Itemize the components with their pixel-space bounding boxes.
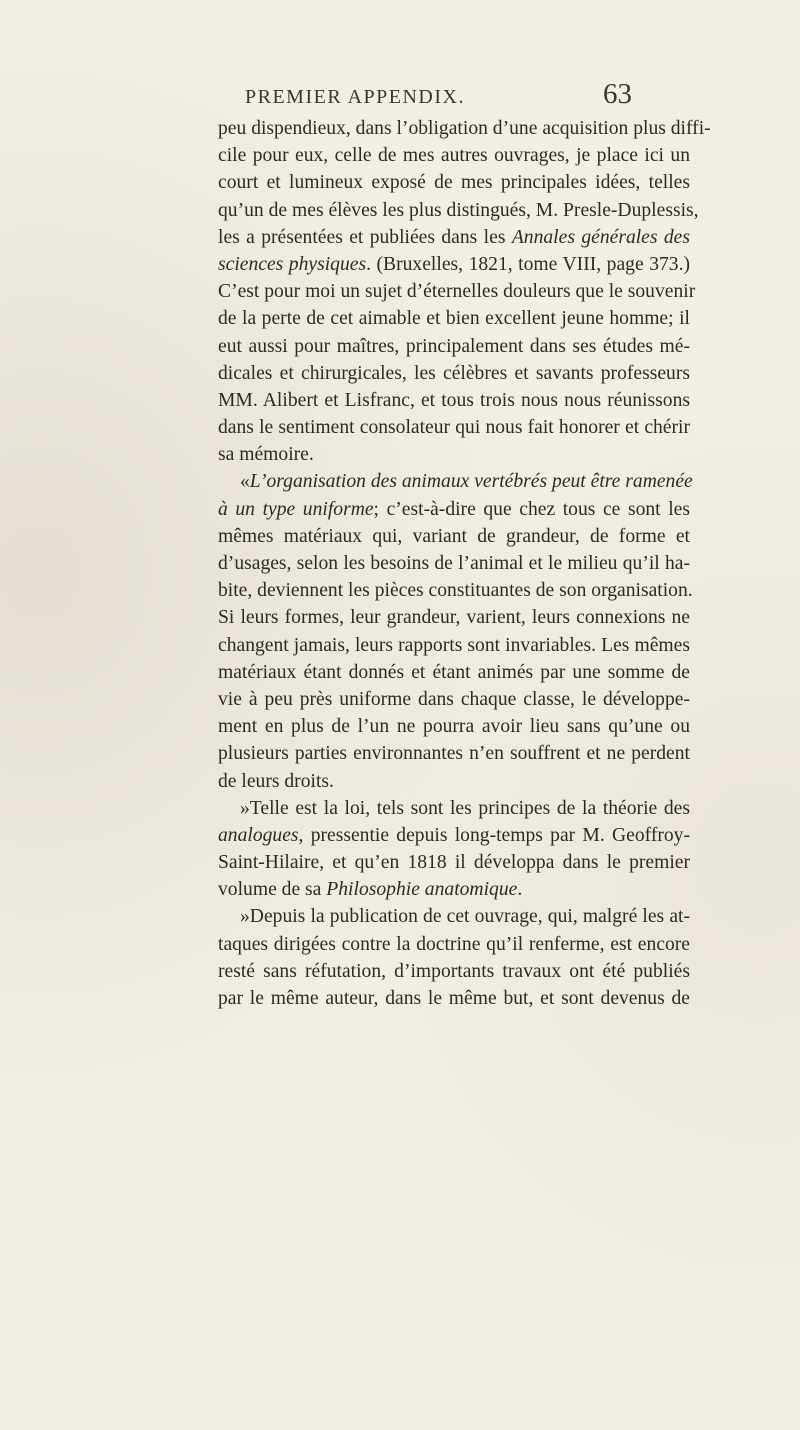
- running-head: [0, 78, 800, 112]
- text-segment: changent jamais, leurs rapports sont invariables. Les mêmes: [218, 634, 690, 656]
- text-segment: plusieurs parties environnantes n’en souffrent et ne perdent: [218, 743, 690, 765]
- text-line: [218, 523, 690, 550]
- text-segment: resté sans réfutation, d’importants travaux ont été publiés: [218, 960, 690, 982]
- running-head-title: PREMIER APPENDIX.: [245, 86, 465, 108]
- text-segment: bite, deviennent les pièces constituantes de son organisation.: [218, 580, 693, 602]
- text-line: [218, 142, 690, 169]
- text-segment: MM. Alibert et Lisfranc, et tous trois nous nous réunissons: [218, 389, 690, 411]
- text-segment: qu’un de mes élèves les plus distingués, M. Presle-Duplessis,: [218, 199, 699, 221]
- text-line: [218, 333, 690, 360]
- text-segment: vie à peu près uniforme dans chaque classe, le développe-: [218, 688, 690, 710]
- text-segment: mêmes matériaux qui, variant de grandeur, de forme et: [218, 525, 690, 547]
- page-number: 63: [603, 78, 632, 110]
- text-segment: de leurs droits.: [218, 770, 334, 792]
- text-segment: court et lumineux exposé de mes principales idées, telles: [218, 172, 690, 194]
- italic-text: Philosophie anatomique: [326, 879, 518, 901]
- text-line: [218, 468, 693, 495]
- text-line: [218, 278, 696, 305]
- text-line: [218, 305, 690, 332]
- text-segment: les a présentées et publiées dans les: [218, 226, 512, 248]
- text-segment: taques dirigées contre la doctrine qu’il renferme, est encore: [218, 933, 690, 955]
- text-line: [218, 387, 690, 414]
- text-line: [218, 795, 690, 822]
- italic-text: à un type uniforme: [218, 498, 374, 520]
- body-text: [218, 115, 711, 1012]
- text-segment: dans le sentiment consolateur qui nous fait honorer et chérir: [218, 417, 690, 439]
- italic-text: sciences physiques: [218, 253, 367, 275]
- text-segment: .: [517, 879, 523, 901]
- text-segment: »Depuis la publication de cet ouvrage, qui, malgré les at-: [240, 906, 690, 928]
- text-segment: «: [240, 471, 250, 493]
- text-line: [218, 768, 690, 795]
- text-line: [218, 550, 690, 577]
- text-line: [218, 876, 690, 903]
- text-segment: . (Bruxelles, 1821, tome VIII, page 373.): [366, 253, 691, 275]
- text-segment: sa mémoire.: [218, 444, 314, 466]
- text-segment: cile pour eux, celle de mes autres ouvrages, je place ici un: [218, 145, 690, 167]
- text-line: [218, 577, 693, 604]
- text-line: [218, 849, 690, 876]
- italic-text: analogues: [218, 824, 299, 846]
- text-segment: volume de sa: [218, 879, 327, 901]
- text-line: [218, 115, 711, 142]
- italic-text: Annales générales des: [511, 226, 691, 248]
- italic-text: L’organisation des animaux vertébrés peut être ramenée: [249, 471, 693, 493]
- text-line: [218, 224, 690, 251]
- text-line: [218, 686, 690, 713]
- text-line: [218, 740, 690, 767]
- text-line: [218, 496, 690, 523]
- text-line: [218, 251, 690, 278]
- text-line: [218, 985, 690, 1012]
- text-line: [218, 414, 690, 441]
- text-line: [218, 604, 690, 631]
- text-segment: par le même auteur, dans le même but, et sont devenus de: [218, 988, 690, 1009]
- text-line: [218, 713, 690, 740]
- text-line: [218, 197, 699, 224]
- text-segment: matériaux étant donnés et étant animés par une somme de: [218, 661, 690, 683]
- text-line: [218, 360, 690, 387]
- text-segment: de la perte de cet aimable et bien excellent jeune homme; il: [218, 308, 690, 330]
- text-line: [218, 958, 690, 985]
- text-segment: Si leurs formes, leur grandeur, varient, leurs connexions ne: [218, 607, 690, 629]
- text-segment: peu dispendieux, dans l’obligation d’une acquisition plus diffi-: [218, 118, 711, 139]
- text-line: [218, 903, 690, 930]
- text-line: [218, 659, 690, 686]
- text-line: [218, 169, 690, 196]
- text-segment: C’est pour moi un sujet d’éternelles douleurs que le souvenir: [218, 281, 696, 303]
- text-segment: eut aussi pour maîtres, principalement dans ses études mé-: [218, 335, 690, 357]
- text-segment: d’usages, selon les besoins de l’animal et le milieu qu’il ha-: [218, 553, 690, 574]
- text-line: [218, 822, 690, 849]
- text-segment: dicales et chirurgicales, les célèbres et savants professeurs: [218, 362, 690, 384]
- text-segment: Saint-Hilaire, et qu’en 1818 il développa dans le premier: [218, 852, 690, 874]
- text-line: [218, 931, 690, 958]
- text-line: [218, 441, 690, 468]
- text-segment: , pressentie depuis long-temps par M. Geoffroy-: [298, 824, 690, 846]
- text-segment: ment en plus de l’un ne pourra avoir lieu sans qu’une ou: [218, 716, 690, 738]
- text-segment: »Telle est la loi, tels sont les principes de la théorie des: [240, 797, 690, 819]
- text-segment: ; c’est-à-dire que chez tous ce sont les: [373, 498, 690, 520]
- text-line: [218, 632, 690, 659]
